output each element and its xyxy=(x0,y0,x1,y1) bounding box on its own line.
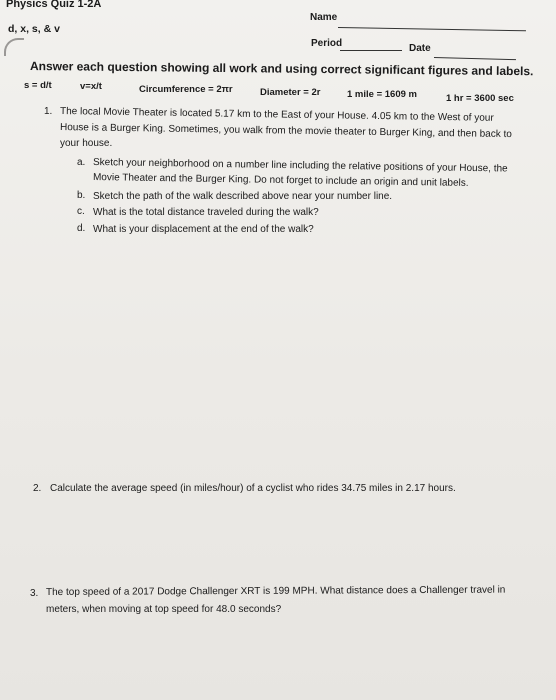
formula-hour-conversion: 1 hr = 3600 sec xyxy=(446,93,514,104)
question-1a-line-1: Sketch your neighborhood on a number line including the relative positions of your House, the xyxy=(92,157,508,175)
question-2-text: Calculate the average speed (in miles/hour) of a cyclist who rides 34.75 miles in 2.17 hours. xyxy=(50,483,456,494)
instructions: Answer each question showing all work and using correct significant figures and labels. xyxy=(29,59,534,79)
name-blank-line xyxy=(338,27,526,31)
date-blank-line xyxy=(434,57,516,60)
question-3-line-2: meters, when moving at top speed for 48.0 seconds? xyxy=(46,604,282,615)
quiz-topics: d, x, s, & v xyxy=(8,23,60,35)
formula-diameter: Diameter = 2r xyxy=(260,87,321,98)
question-1d-letter: d. xyxy=(77,223,86,234)
name-label: Name xyxy=(310,12,338,23)
question-1a-letter: a. xyxy=(77,157,86,168)
question-1-line-3: your house. xyxy=(60,138,113,149)
paper-fold-mark xyxy=(4,38,24,56)
question-2-number: 2. xyxy=(33,483,42,494)
formula-mile-conversion: 1 mile = 1609 m xyxy=(347,89,417,100)
formula-circumference: Circumference = 2πr xyxy=(139,84,233,95)
question-1c-text: What is the total distance traveled during the walk? xyxy=(93,207,319,218)
question-1a-line-2: Movie Theater and the Burger King. Do not forget to include an origin and unit labels. xyxy=(92,172,469,189)
question-1c-letter: c. xyxy=(77,206,85,217)
formula-velocity: v=x/t xyxy=(80,81,102,92)
question-1-number: 1. xyxy=(44,106,53,117)
quiz-title: Physics Quiz 1-2A xyxy=(6,0,102,10)
period-label: Period xyxy=(311,38,343,49)
question-1-line-1: The local Movie Theater is located 5.17 km to the East of your House. 4.05 km to the West of your xyxy=(59,106,494,124)
question-1b-text: Sketch the path of the walk described above near your number line. xyxy=(93,191,393,202)
question-1d-text: What is your displacement at the end of the walk? xyxy=(93,224,314,235)
question-1-line-2: House is a Burger King. Sometimes, you walk from the movie theater to Burger King, and then back to xyxy=(59,122,512,141)
question-3-number: 3. xyxy=(30,588,39,599)
date-label: Date xyxy=(409,43,431,54)
formula-speed: s = d/t xyxy=(24,80,52,91)
period-blank-line xyxy=(340,50,402,51)
question-1b-letter: b. xyxy=(77,190,86,201)
question-3-line-1: The top speed of a 2017 Dodge Challenger XRT is 199 MPH. What distance does a Challenger travel in xyxy=(45,584,506,598)
